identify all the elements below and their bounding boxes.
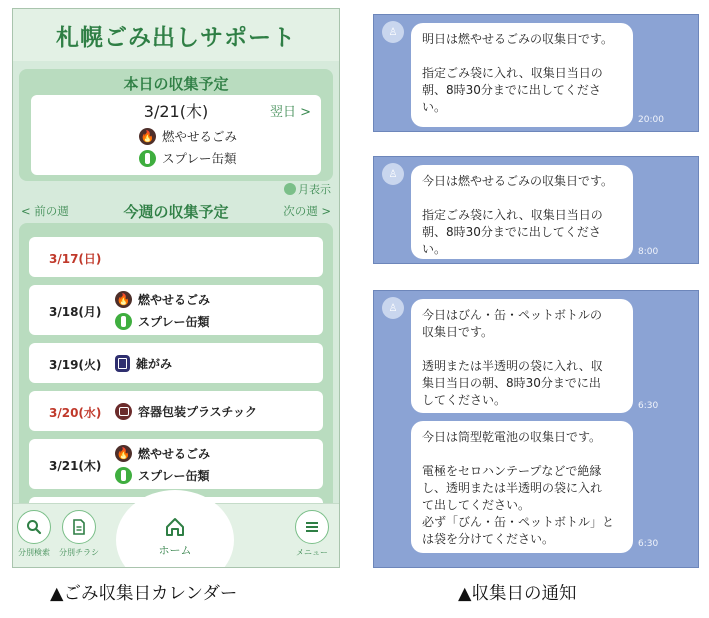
garbage-item	[115, 352, 172, 374]
today-date: 3/21(木)	[143, 102, 209, 121]
home-nav-label: ホーム	[158, 544, 192, 557]
week-items	[115, 442, 210, 486]
month-view-button[interactable]	[284, 181, 331, 197]
garbage-label: 燃やせるごみ	[138, 292, 211, 307]
week-items	[115, 352, 172, 374]
app-title: 札幌ごみ出しサポート	[13, 9, 339, 61]
month-view-label: 月表示	[298, 183, 331, 196]
garbage-item	[139, 125, 237, 147]
next-week-link[interactable]: 次の週 >	[283, 204, 331, 218]
spray-can-icon	[115, 467, 132, 484]
message-bubble: 今日は燃やせるごみの収集日です。 指定ごみ袋に入れ、収集日当日の 朝、8時30分までに出してくださ い。	[411, 165, 633, 259]
message-time: 6:30	[638, 401, 659, 411]
week-date: 3/17(日)	[49, 252, 102, 266]
message-time: 8:00	[638, 247, 659, 257]
message-time: 20:00	[638, 115, 664, 125]
menu-nav-label: メニュー	[296, 548, 328, 557]
prev-week-link[interactable]: < 前の週	[21, 204, 69, 218]
garbage-label: 燃やせるごみ	[138, 446, 211, 461]
app-screen	[12, 8, 340, 568]
avatar: ♙	[382, 297, 404, 319]
search-icon	[17, 510, 51, 544]
week-row[interactable]	[29, 285, 323, 335]
search-nav-label: 分別検索	[18, 548, 50, 557]
flyer-nav-label: 分別チラシ	[59, 548, 99, 557]
home-icon	[164, 516, 186, 538]
avatar: ♙	[382, 21, 404, 43]
garbage-item	[139, 147, 237, 169]
week-items	[115, 400, 257, 422]
garbage-item	[115, 310, 210, 332]
today-heading: 本日の収集予定	[123, 75, 229, 93]
garbage-item	[115, 400, 257, 422]
garbage-label: スプレー缶類	[162, 151, 237, 166]
week-panel	[19, 223, 333, 523]
week-date: 3/19(火)	[49, 358, 102, 372]
plastic-icon	[115, 403, 132, 420]
today-card	[31, 95, 321, 175]
spray-can-icon	[139, 150, 156, 167]
week-row[interactable]	[29, 439, 323, 489]
document-icon	[62, 510, 96, 544]
message-bubble: 明日は燃やせるごみの収集日です。 指定ごみ袋に入れ、収集日当日の 朝、8時30分までに出してくださ い。	[411, 23, 633, 127]
garbage-label: 燃やせるごみ	[162, 129, 238, 144]
week-heading: 今週の収集予定	[123, 203, 229, 221]
menu-nav-button[interactable]	[295, 510, 329, 558]
search-nav-button[interactable]	[17, 510, 51, 558]
fire-icon: 🔥	[116, 292, 131, 306]
garbage-item	[115, 464, 210, 486]
week-date: 3/20(水)	[49, 406, 102, 420]
fire-icon: 🔥	[140, 129, 155, 143]
garbage-label: 容器包装プラスチック	[138, 404, 258, 419]
garbage-label: スプレー缶類	[138, 468, 210, 483]
garbage-label: 雑がみ	[136, 356, 173, 371]
week-row[interactable]	[29, 343, 323, 383]
week-date: 3/18(月)	[49, 305, 102, 319]
week-date: 3/21(木)	[49, 459, 102, 473]
spray-can-icon	[115, 313, 132, 330]
message-bubble: 今日はびん・缶・ペットボトルの 収集日です。 透明または半透明の袋に入れ、収 集日当日の朝、8時30分までに出 してください。	[411, 299, 633, 413]
bottom-nav-bar	[13, 503, 339, 568]
notification-panel	[373, 156, 699, 264]
garbage-label: スプレー缶類	[138, 314, 210, 329]
garbage-item	[115, 442, 210, 464]
today-items	[139, 125, 237, 169]
week-nav	[13, 201, 339, 221]
fire-icon: 🔥	[116, 446, 131, 460]
next-day-link[interactable]: 翌日 >	[269, 105, 311, 120]
menu-icon	[295, 510, 329, 544]
week-row[interactable]	[29, 237, 323, 277]
garbage-item	[115, 288, 210, 310]
today-panel	[19, 69, 333, 181]
notification-panel	[373, 290, 699, 568]
misc-garbage-icon	[115, 355, 130, 372]
message-time: 6:30	[638, 539, 659, 549]
calendar-icon	[284, 183, 296, 195]
week-row[interactable]	[29, 391, 323, 431]
calendar-caption: ▲ごみ収集日カレンダー	[50, 584, 238, 604]
avatar: ♙	[382, 163, 404, 185]
home-nav-button[interactable]	[143, 516, 207, 558]
flyer-nav-button[interactable]	[59, 510, 99, 558]
message-bubble: 今日は筒型乾電池の収集日です。 電極をセロハンテープなどで絶縁 し、透明または半透明の袋に入れ て出してください。 必ず「びん・缶・ペットボトル」と は袋を分けてください。	[411, 421, 633, 553]
notification-caption: ▲収集日の通知	[458, 584, 577, 604]
notification-panel	[373, 14, 699, 132]
week-items	[115, 288, 210, 332]
